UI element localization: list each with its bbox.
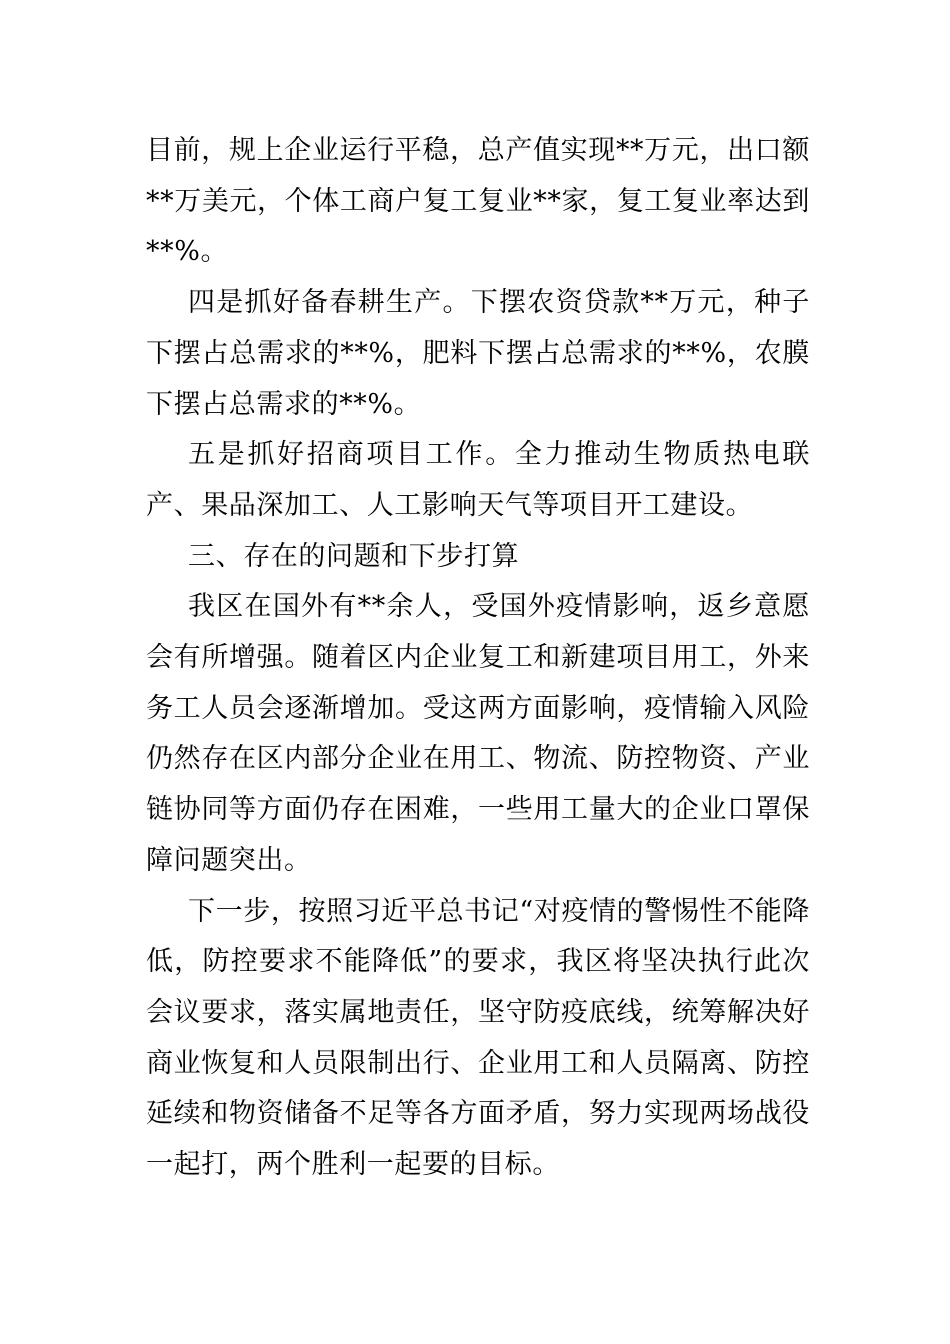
document-body [146,126,810,1191]
paragraph-spring-farming: 四是抓好备春耕生产。下摆农资贷款**万元，种子下摆占总需求的**%，肥料下摆占总需求的**%，农膜下摆占总需求的**%。 [146,287,810,420]
paragraph-investment-projects: 五是抓好招商项目工作。全力推动生物质热电联产、果品深加工、人工影响天气等项目开工建设。 [146,439,810,521]
paragraph-enterprise-status: 目前，规上企业运行平稳，总产值实现**万元，出口额**万美元，个体工商户复工复业**家，复工复业率达到**%。 [146,135,810,268]
paragraph-existing-problems: 我区在国外有**余人，受国外疫情影响，返乡意愿会有所增强。随着区内企业复工和新建项目用工，外来务工人员会逐渐增加。受这两方面影响，疫情输入风险仍然存在区内部分企业在用工、物流、防控物资、产业链协同等方面仍存在困难，一些用工量大的企业口罩保障问题突出。 [146,591,810,876]
paragraph-next-steps: 下一步，按照习近平总书记“对疫情的警惕性不能降低，防控要求不能降低”的要求，我区将坚决执行此次会议要求，落实属地责任，坚守防疫底线，统筹解决好商业恢复和人员限制出行、企业用工和人员隔离、防控延续和物资储备不足等各方面矛盾，努力实现两场战役一起打，两个胜利一起要的目标。 [146,895,810,1181]
section-heading-problems-next-steps: 三、存在的问题和下步打算 [188,540,520,572]
